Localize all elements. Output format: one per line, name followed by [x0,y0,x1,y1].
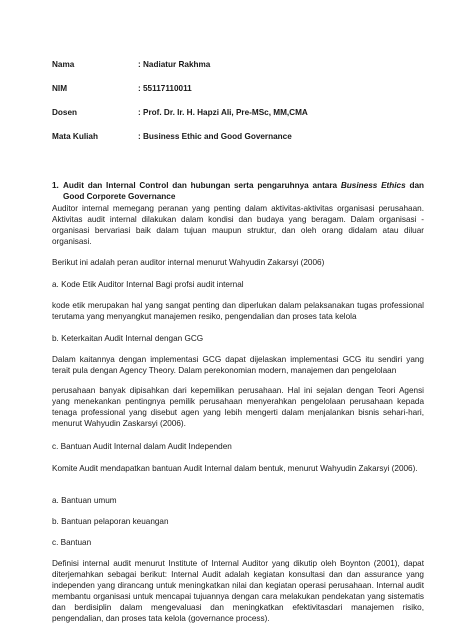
paragraph-teori-agensi: perusahaan banyak dipisahkan dari kepemilikan perusahaan. Hal ini sejalan dengan Teori Agensi yang menekankan pentingnya pemilik perusahaan menyerahkan pengelolaan perusahaan kepada tenaga professional yang disebut agen yang lebih mengerti dalam menjalankan bisnis sehari-hari, menurut Wahyudin Zaskarsyi (2006). [52,386,424,428]
list-item-b-keterkaitan: b. Keterkaitan Audit Internal dengan GCG [52,334,204,343]
list-item-c-bantuan-audit: c. Bantuan Audit Internal dalam Audit Independen [52,442,232,451]
paragraph-auditor-internal: Auditor internal memegang peranan yang penting dalam aktivitas-aktivitas organisasi perusahaan. Aktivitas audit internal dilakukan dalam kondisi dan budaya yang beragam. Dalam organisasi -organisasi bervariasi baik dalam tujuan maupun struktur, dan oleh orang didalam atau diluar organisasi. [52,204,424,246]
paragraph-komite-audit: Komite Audit mendapatkan bantuan Audit Internal dalam bentuk, menurut Wahyudin Zakarsyi (2006). [52,464,418,473]
header-dosen-row [52,108,308,117]
section-title-part2: dan Good Corporete Governance [63,181,424,201]
section-heading [52,180,424,202]
section-number: 1. [52,181,59,190]
header-nama-row [52,60,210,69]
header-nim-value: : 55117110011 [138,84,192,93]
paragraph-peran-auditor: Berikut ini adalah peran auditor internal menurut Wahyudin Zakarsyi (2006) [52,258,325,267]
header-nama-value: : Nadiatur Rakhma [138,60,211,69]
paragraph-implementasi-gcg: Dalam kaitannya dengan implementasi GCG dapat dijelaskan implementasi GCG itu sendiri yang terait pula dengan Agency Theory. Dalam perekonomian modern, manajemen dan pengelolaan [52,355,424,375]
list-item-bantuan-pelaporan: b. Bantuan pelaporan keuangan [52,517,169,526]
list-item-a-kode-etik: a. Kode Etik Auditor Internal Bagi profsi audit internal [52,280,244,289]
header-dosen-value: : Prof. Dr. Ir. H. Hapzi Ali, Pre-MSc, MM,CMA [138,108,308,117]
section-title [52,180,424,202]
list-item-bantuan-umum: a. Bantuan umum [52,496,117,505]
header-mata-kuliah-row [52,132,292,141]
section-title-italic: Business Ethics [340,181,406,190]
header-mata-kuliah-value: : Business Ethic and Good Governance [138,132,292,141]
section-title-part1: Audit dan Internal Control dan hubungan serta pengaruhnya antara [63,181,341,190]
list-item-bantuan: c. Bantuan [52,538,92,547]
header-dosen-label: Dosen [52,108,78,117]
paragraph-definisi-internal-audit: Definisi internal audit menurut Institute of Internal Auditor yang dikutip oleh Boynton (2001), dapat diterjemahkan sebagai berikut: Internal Audit adalah kegiatan konsultasi dan dan assurance yang independen yang dirancang untuk meningkatkan nilai dan kegiatan operasi perusahaan. Internal audit membantu organisasi untuk mencapai tujuannya dengan cara melakukan pendekatan yang sistematis dan berdisiplin dalam mengevaluasi dan meningkatkan efektivitasdari manajemen risiko, pengendalian, dan proses tata kelola (governance process). [52,559,424,623]
paragraph-kode-etik: kode etik merupakan hal yang sangat penting dan diperlukan dalam pelaksanakan tugas professional terutama yang menyangkut manajemen resiko, pengendalian dan proses tata kelola [52,301,424,321]
header-nim-row [52,84,192,93]
header-nim-label: NIM [52,84,68,93]
header-mata-kuliah-label: Mata Kuliah [52,132,98,141]
header-nama-label: Nama [52,60,75,69]
